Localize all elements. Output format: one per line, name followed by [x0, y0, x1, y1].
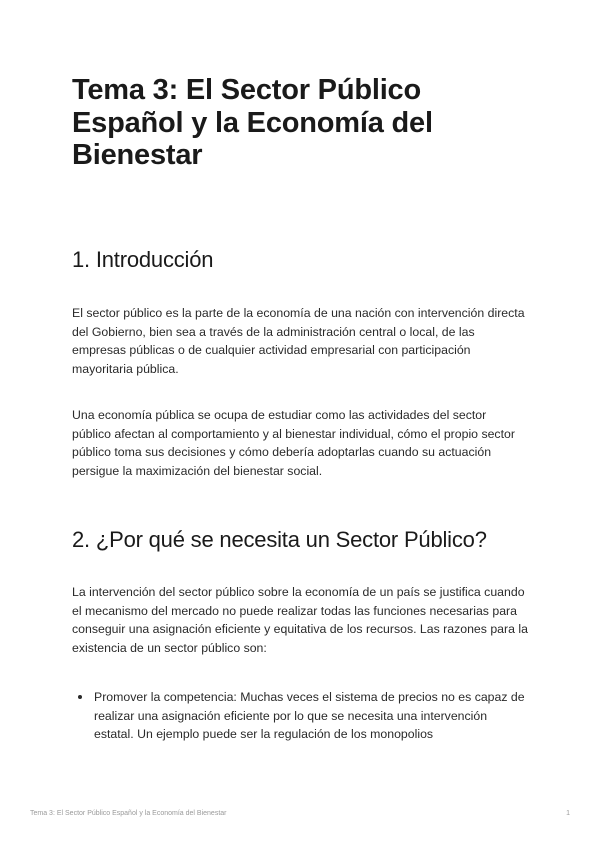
- intro-paragraph-1: El sector público es la parte de la economía de una nación con intervención directa del Gobierno, bien sea a través de la administración central o local, de las empresas públicas o de cualquier actividad empresarial con participación mayoritaria pública.: [72, 306, 525, 376]
- intro-paragraph-2: Una economía pública se ocupa de estudiar como las actividades del sector público afectan al comportamiento y al bienestar individual, cómo el propio sector público toma sus decisiones y cómo debería adoptarlas cuando su actuación persigue la maximización del bienestar social.: [72, 408, 515, 478]
- bullet-icon: [78, 695, 82, 699]
- list-item: [72, 688, 528, 744]
- footer-title: Tema 3: El Sector Público Español y la Economía del Bienestar: [30, 810, 227, 817]
- list-item-text: Promover la competencia: Muchas veces el sistema de precios no es capaz de realizar una asignación eficiente por lo que se necesita una intervención estatal. Un ejemplo puede ser la regulación de los monopolios: [94, 690, 525, 741]
- document-title: Tema 3: El Sector Público Español y la Economía del Bienestar: [72, 74, 433, 171]
- reasons-list: [72, 688, 528, 744]
- page-number: 1: [566, 810, 570, 817]
- section-heading-why-public-sector: 2. ¿Por qué se necesita un Sector Público?: [72, 527, 487, 552]
- section-heading-introduction: 1. Introducción: [72, 247, 214, 272]
- why-paragraph-1: La intervención del sector público sobre la economía de un país se justifica cuando el mecanismo del mercado no puede realizar todas las funciones necesarias para conseguir una asignación eficiente y equitativa de los recursos. Las razones para la existencia de un sector público son:: [72, 585, 528, 655]
